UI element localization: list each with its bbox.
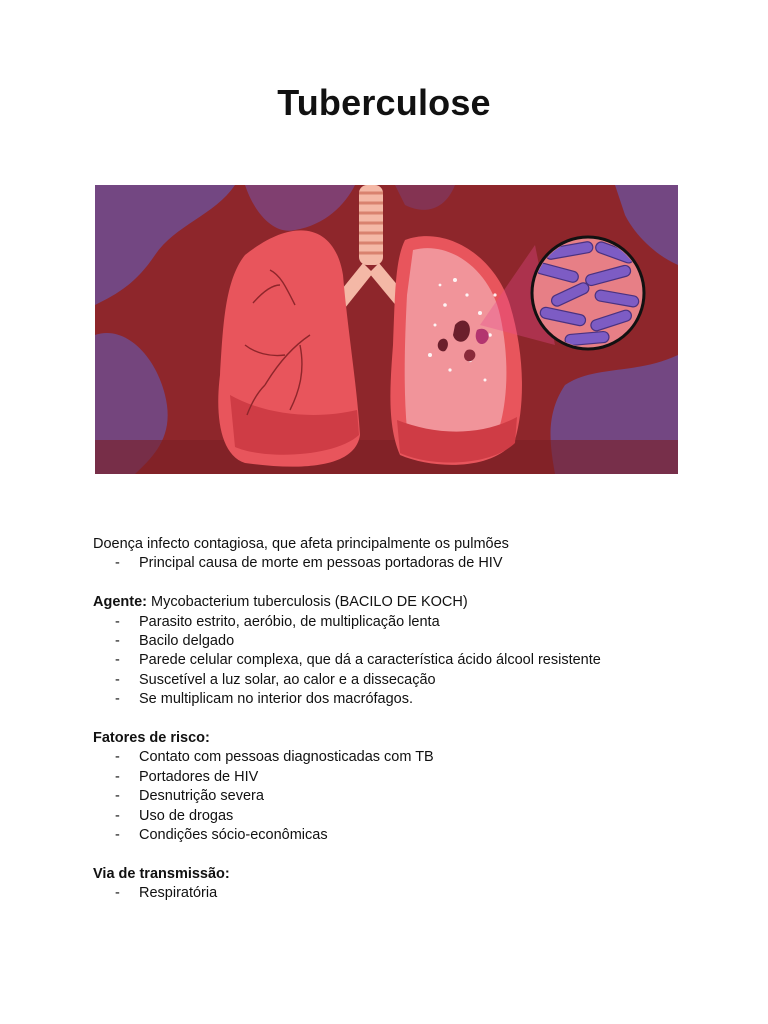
list-item: - Respiratória bbox=[93, 884, 693, 903]
bullet-dash: - bbox=[115, 652, 120, 669]
bullet-dash: - bbox=[115, 768, 120, 785]
left-lung-shape bbox=[218, 230, 360, 466]
intro-text: Doença infecto contagiosa, que afeta principalmente os pulmões bbox=[93, 536, 509, 552]
agent-list bbox=[93, 613, 693, 710]
bullet-dash: - bbox=[115, 807, 120, 824]
bullet-dash: - bbox=[115, 885, 120, 902]
bullet-dash: - bbox=[115, 555, 120, 572]
list-item: - Suscetível a luz solar, ao calor e a dissecação bbox=[93, 671, 693, 690]
agent-label: Agente: bbox=[93, 594, 147, 611]
agent-name: Mycobacterium tuberculosis (BACILO DE KOCH) bbox=[146, 594, 468, 611]
list-item: - Contato com pessoas diagnosticadas com TB bbox=[93, 748, 693, 767]
list-item: - Bacilo delgado bbox=[93, 632, 693, 651]
list-item: - Uso de drogas bbox=[93, 807, 693, 826]
transmission-list bbox=[93, 884, 693, 903]
bullet-dash: - bbox=[115, 827, 120, 844]
list-item: - Parede celular complexa, que dá a característica ácido álcool resistente bbox=[93, 651, 693, 670]
bullet-dash: - bbox=[115, 749, 120, 766]
bullet-dash: - bbox=[115, 671, 120, 688]
page-title: Tuberculose bbox=[277, 82, 491, 123]
list-item: - Se multiplicam no interior dos macrófagos. bbox=[93, 690, 693, 709]
risk-factors-heading: Fatores de risco: bbox=[93, 730, 210, 747]
bullet-dash: - bbox=[115, 788, 120, 805]
bullet-dash: - bbox=[115, 691, 120, 708]
list-item: - Condições sócio-econômicas bbox=[93, 826, 693, 845]
document-body bbox=[93, 535, 693, 904]
intro-list bbox=[93, 554, 693, 573]
lungs-illustration-icon bbox=[95, 185, 678, 474]
list-item: - Parasito estrito, aeróbio, de multiplicação lenta bbox=[93, 613, 693, 632]
risk-factors-list bbox=[93, 748, 693, 845]
lungs-tuberculosis-illustration bbox=[95, 185, 678, 474]
list-item: - Principal causa de morte em pessoas portadoras de HIV bbox=[93, 554, 693, 573]
list-item: - Desnutrição severa bbox=[93, 787, 693, 806]
bullet-dash: - bbox=[115, 613, 120, 630]
list-item: - Portadores de HIV bbox=[93, 768, 693, 787]
bullet-dash: - bbox=[115, 633, 120, 650]
bacilli-zoom-icon bbox=[532, 237, 644, 349]
agent-heading bbox=[93, 593, 693, 612]
transmission-heading: Via de transmissão: bbox=[93, 865, 230, 882]
